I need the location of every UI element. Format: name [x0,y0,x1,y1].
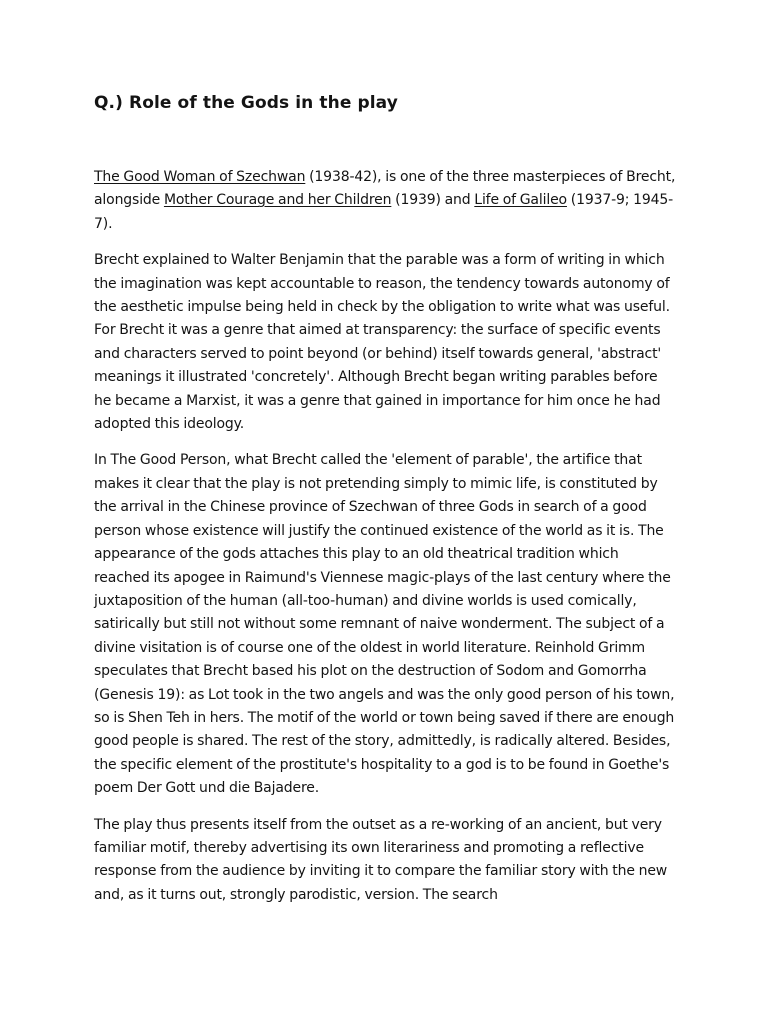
paragraph-intro [94,166,678,236]
work-title-galileo: Life of Galileo [474,192,567,209]
document-body [94,166,678,907]
paragraph-parable: Brecht explained to Walter Benjamin that the parable was a form of writing in which the imagination was kept accountable to reason, the tendency towards autonomy of the aesthetic impulse being held in check by the obligation to write what was useful. For Brecht it was a genre that aimed at transparency: the surface of specific events and characters served to point beyond (or behind) itself towards general, 'abstract' meanings it illustrated 'concretely'. Although Brecht began writing parables before he became a Marxist, it was a genre that gained in importance for him once he had adopted this ideology. [94,252,670,433]
work-title-good-woman: The Good Woman of Szechwan [94,169,306,185]
page-title: Q.) Role of the Gods in the play [94,93,398,113]
paragraph-intro-text-1: (1938-42), is one of the three masterpieces of Brecht, alongside [94,169,676,209]
work-title-mother-courage: Mother Courage and her Children [163,192,392,209]
paragraph-gods: In The Good Person, what Brecht called the 'element of parable', the artifice that makes it clear that the play is not pretending simply to mimic life, is constituted by the arrival in the Chinese province of Szechwan of three Gods in search of a good person whose existence will justify the continued existence of the world as it is. The appearance of the gods attaches this play to an old theatrical tradition which reached its apogee in Raimund's Viennese magic-plays of the last century where the juxtaposition of the human (all-too-human) and divine worlds is used comically, satirically but still not without some remnant of naive wonderment. The subject of a divine visitation is of course one of the oldest in world literature. Reinhold Grimm speculates that Brecht based his plot on the destruction of Sodom and Gomorrha (Genesis 19): as Lot took in the two angels and was the only good person of his town, so is Shen Teh in hers. The motif of the world or town being saved if there are enough good people is shared. The rest of the story, admittedly, is radically altered. Besides, the specific element of the prostitute's hospitality to a god is to be found in Goethe's poem Der Gott und die Bajadere. [94,452,675,797]
paragraph-intro-text-3: (1937-9; 1945-7). [94,192,674,232]
paragraph-reworking: The play thus presents itself from the outset as a re-working of an ancient, but very familiar motif, thereby advertising its own literariness and promoting a reflective response from the audience by inviting it to compare the familiar story with the new and, as it turns out, strongly parodistic, version. The search [94,816,668,903]
paragraph-intro-text-2: (1939) and [391,192,475,209]
